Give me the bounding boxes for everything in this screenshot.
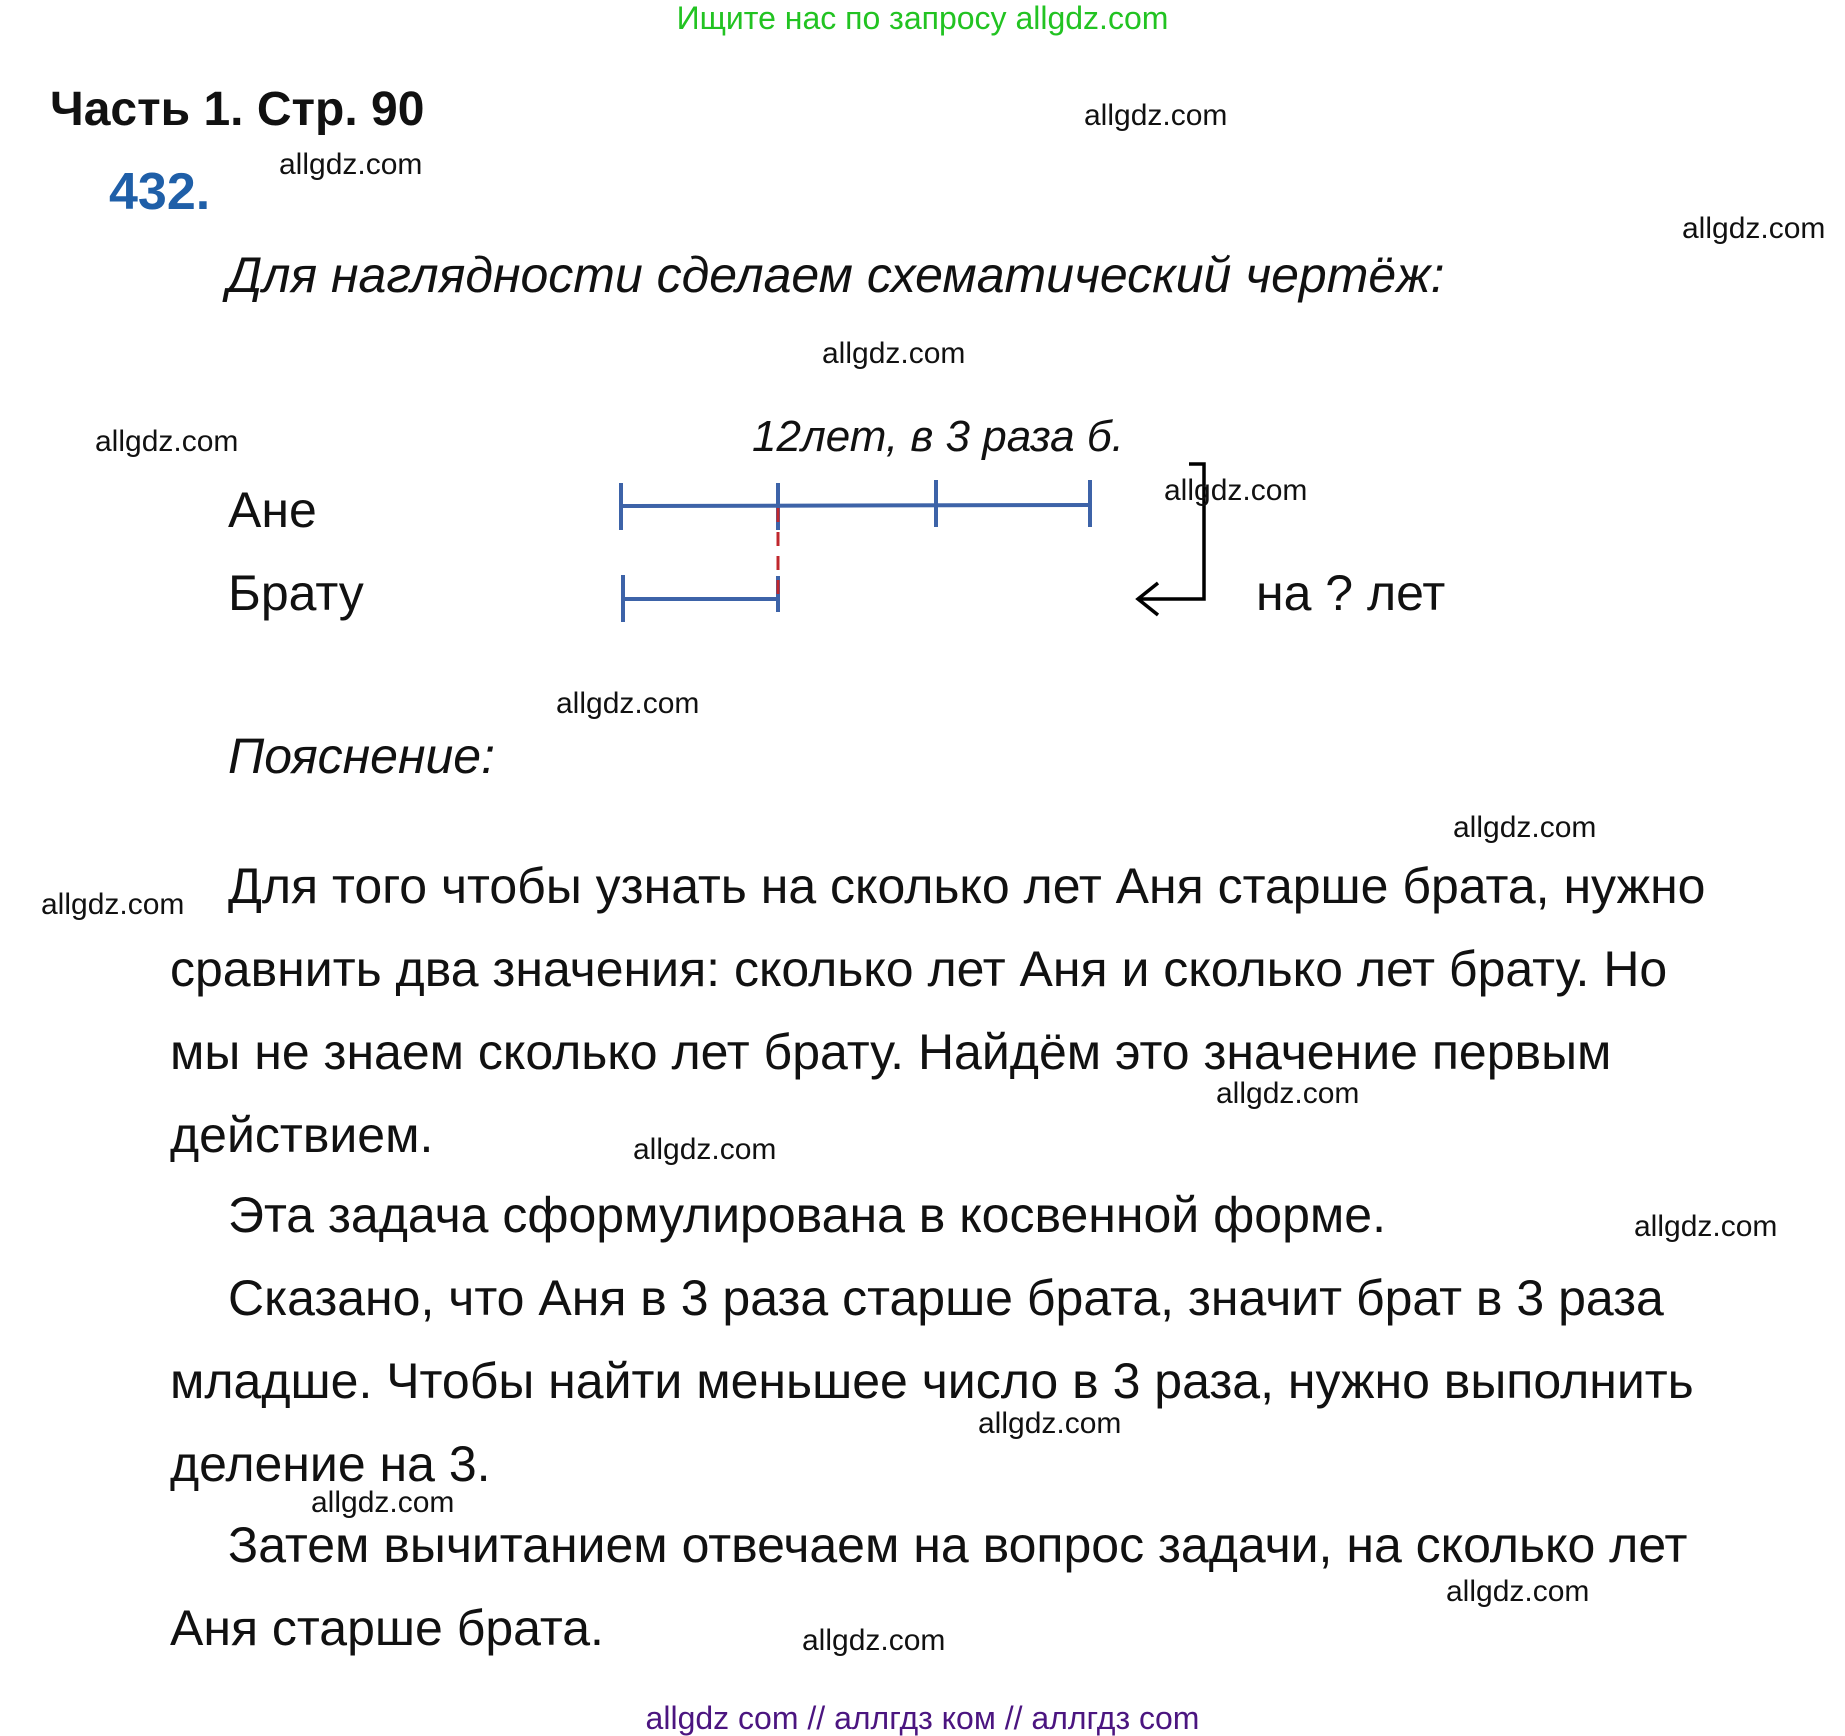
question-label: на ? лет (1256, 565, 1446, 621)
watermark: allgdz.com (1634, 1210, 1778, 1243)
watermark: allgdz.com (822, 337, 966, 370)
body-line: Для того чтобы узнать на сколько лет Аня старше брата, нужно (228, 858, 1706, 914)
body-line: Эта задача сформулирована в косвенной форме. (228, 1187, 1386, 1243)
body-line: Сказано, что Аня в 3 раза старше брата, значит брат в 3 раза (228, 1270, 1664, 1326)
watermark: allgdz.com (802, 1624, 946, 1657)
watermark: allgdz.com (1446, 1575, 1590, 1608)
label-brother: Брату (228, 565, 364, 621)
task-number: 432. (109, 163, 211, 221)
body-line: Аня старше брата. (170, 1600, 604, 1656)
watermark: allgdz.com (1216, 1077, 1360, 1110)
body-line: мы не знаем сколько лет брату. Найдём это значение первым (170, 1024, 1612, 1080)
body-line: деление на 3. (170, 1436, 491, 1492)
watermark: allgdz.com (279, 148, 423, 181)
body-line: сравнить два значения: сколько лет Аня и сколько лет брату. Но (170, 941, 1668, 997)
top-banner: Ищите нас по запросу allgdz.com (676, 0, 1169, 36)
explanation-title: Пояснение: (228, 728, 495, 784)
part-title: Часть 1. Стр. 90 (50, 83, 425, 136)
watermark: allgdz.com (95, 425, 239, 458)
body-line: младше. Чтобы найти меньшее число в 3 раза, нужно выполнить (170, 1353, 1694, 1409)
watermark: allgdz.com (1084, 99, 1228, 132)
body-line: Затем вычитанием отвечаем на вопрос задачи, на сколько лет (228, 1517, 1688, 1573)
watermark: allgdz.com (978, 1407, 1122, 1440)
label-anya: Ане (228, 482, 317, 538)
heading: Для наглядности сделаем схематический чертёж: (227, 247, 1445, 303)
footer-links: allgdz com // аллгдз ком // аллгдз com (645, 1700, 1200, 1736)
watermark: allgdz.com (41, 888, 185, 921)
watermark: allgdz.com (311, 1486, 455, 1519)
diagram-caption: 12лет, в 3 раза б. (752, 412, 1124, 461)
watermark: allgdz.com (1682, 212, 1826, 245)
watermark: allgdz.com (633, 1133, 777, 1166)
segment-diagram (0, 0, 1845, 800)
body-line: действием. (170, 1107, 434, 1163)
watermark: allgdz.com (556, 687, 700, 720)
watermark: allgdz.com (1164, 474, 1308, 507)
anya-segment (621, 505, 1090, 506)
watermark: allgdz.com (1453, 811, 1597, 844)
